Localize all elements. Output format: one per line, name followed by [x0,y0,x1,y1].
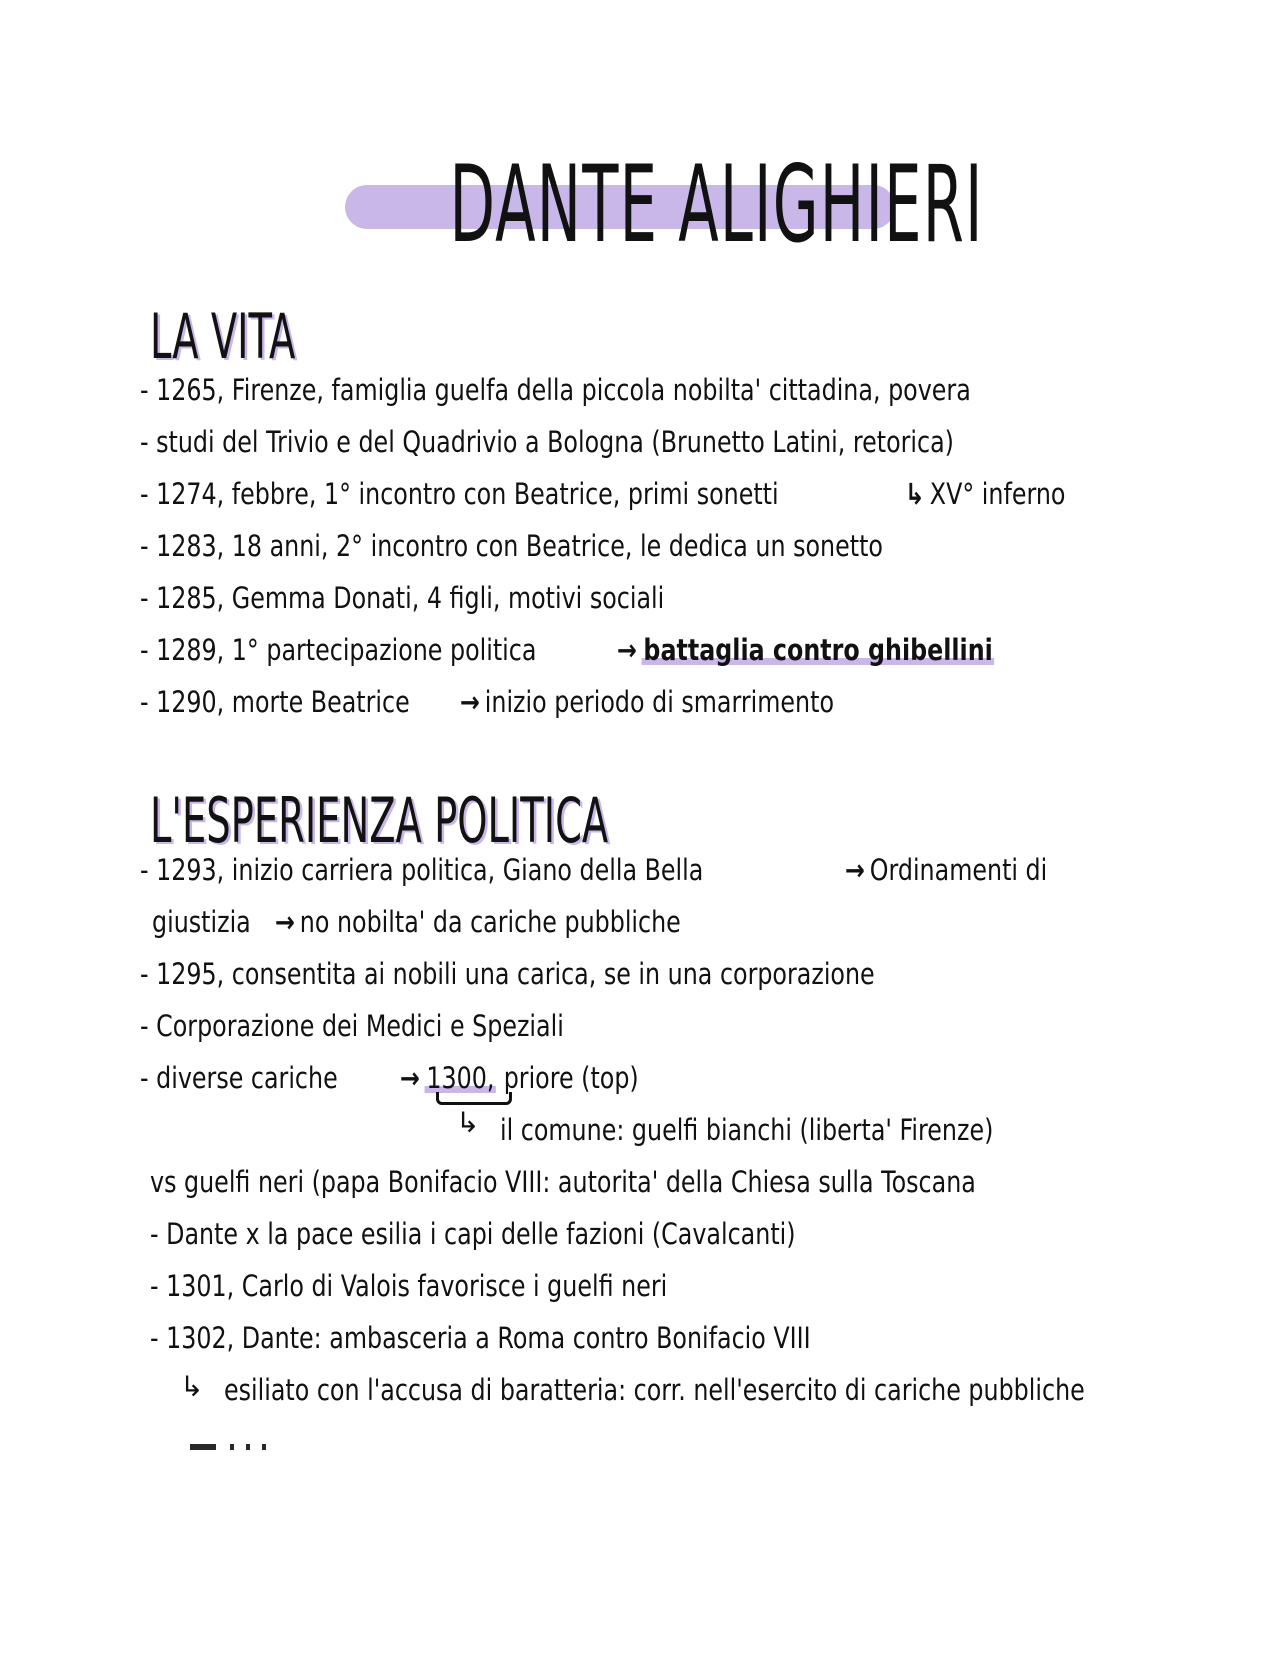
politica-line-3: - 1295, consentita ai nobili una carica, se in una corporazione [140,957,875,991]
arrow-right-icon: → [844,853,865,887]
politica-line-9: - 1301, Carlo di Valois favorisce i guelfi neri [150,1269,668,1303]
politica-line-10: - 1302, Dante: ambasceria a Roma contro Bonifacio VIII [150,1321,811,1355]
sub-arrow-icon: ↳ [456,1106,480,1139]
year-brace [436,1092,512,1105]
politica-line-8: - Dante x la pace esilia i capi delle fazioni (Cavalcanti) [150,1217,796,1251]
politica-note-ordinamenti: → Ordinamenti di [840,850,1047,890]
sub-arrow-icon: ↳ [904,477,925,511]
vita-line-1: - 1265, Firenze, famiglia guelfa della piccola nobilta' cittadina, povera [140,373,971,407]
politica-line-4: - Corporazione dei Medici e Speziali [140,1009,564,1043]
vita-note-inferno: ↳ XV° inferno [900,474,1065,514]
politica-note-nobilta: → no nobilta' da cariche pubbliche [270,902,681,942]
arrow-right-icon: → [459,685,480,719]
title-block [345,140,984,270]
vita-line-4: - 1283, 18 anni, 2° incontro con Beatrice, le dedica un sonetto [140,529,883,563]
vita-note-smarrimento: → inizio periodo di smarrimento [455,682,834,722]
sub-arrow-icon: ↳ [180,1370,204,1403]
section-heading-politica: L'ESPERIENZA POLITICA [150,784,609,857]
arrow-right-icon: → [274,905,295,939]
section-heading-vita: LA VITA [150,300,296,373]
cut-off-text-mark [190,1444,300,1450]
vita-line-3: - 1274, febbre, 1° incontro con Beatrice, primi sonetti [140,477,779,511]
vita-line-7: - 1290, morte Beatrice [140,685,410,719]
vita-line-2: - studi del Trivio e del Quadrivio a Bologna (Brunetto Latini, retorica) [140,425,954,459]
politica-line-6: il comune: guelfi bianchi (liberta' Firenze) [500,1113,994,1147]
vita-line-5: - 1285, Gemma Donati, 4 figli, motivi sociali [140,581,665,615]
politica-line-7: vs guelfi neri (papa Bonifacio VIII: autorita' della Chiesa sulla Toscana [150,1165,976,1199]
page-title: DANTE ALIGHIERI [449,143,984,266]
politica-note-priore: → 1300, priore (top) [395,1058,639,1098]
politica-line-11: esiliato con l'accusa di baratteria: corr. nell'esercito di cariche pubbliche [224,1373,1085,1407]
politica-line-5: - diverse cariche [140,1061,338,1095]
politica-line-1: - 1293, inizio carriera politica, Giano della Bella [140,853,704,887]
arrow-right-icon: → [399,1061,420,1095]
vita-line-6: - 1289, 1° partecipazione politica [140,633,537,667]
arrow-right-icon: → [616,633,637,667]
politica-line-2: giustizia [152,905,251,939]
vita-note-battaglia: → battaglia contro ghibellini [612,630,994,670]
